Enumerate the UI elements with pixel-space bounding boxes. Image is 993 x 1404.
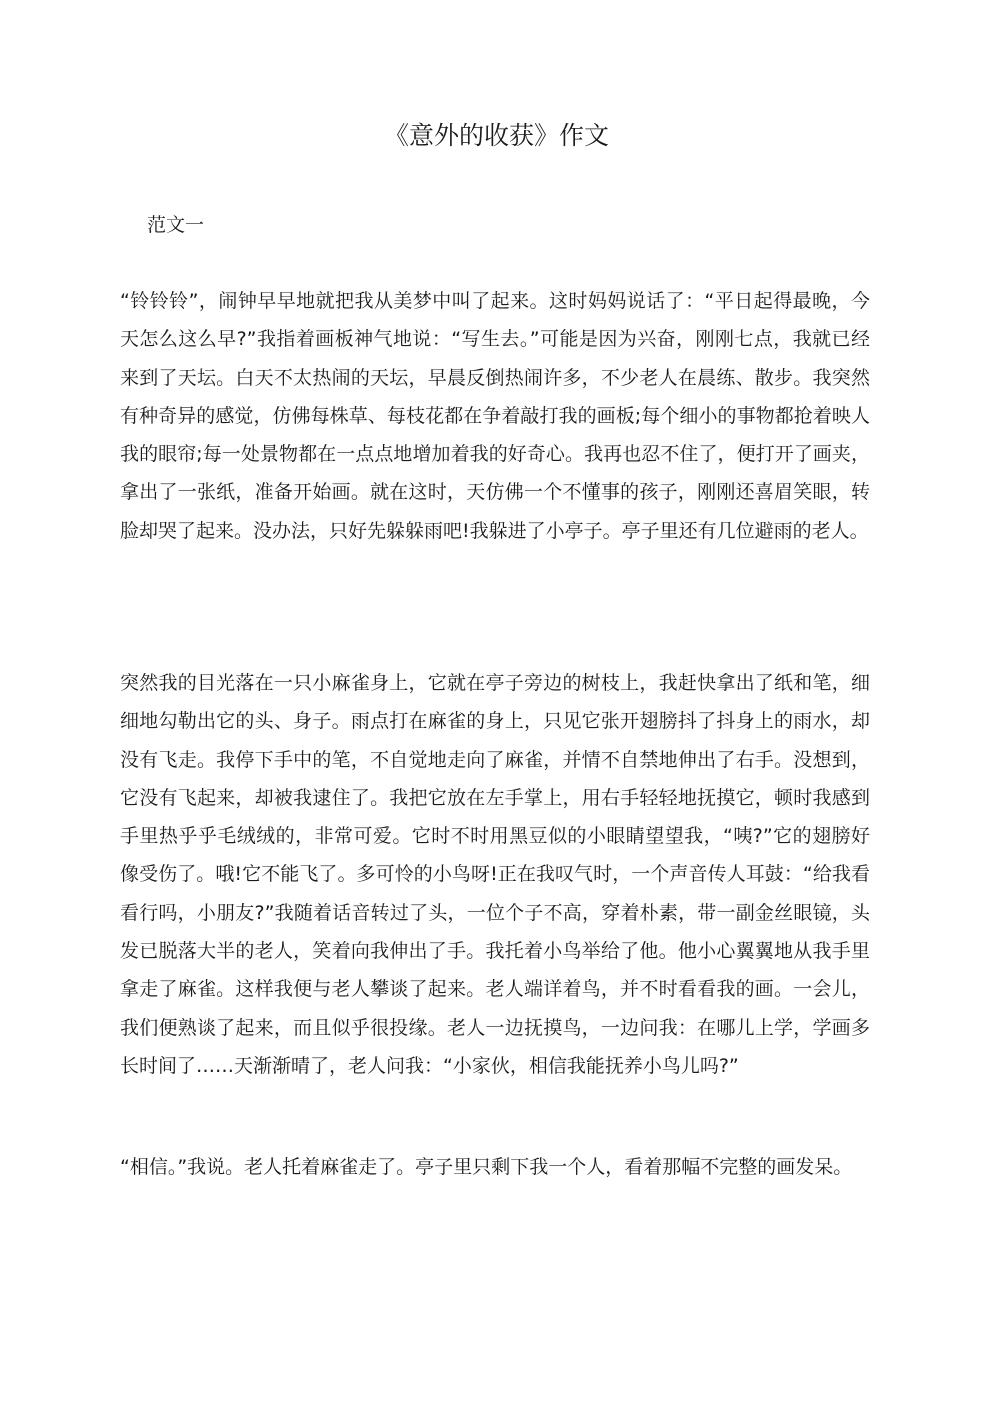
paragraph-1: “铃铃铃”，闹钟早早地就把我从美梦中叫了起来。这时妈妈说话了：“平日起得最晚，今天怎么这么早?”我指着画板神气地说：“写生去。”可能是因为兴奋，刚刚七点，我就已经来到了天坛。白天不太热闹的天坛，早晨反倒热闹许多，不少老人在晨练、散步。我突然有种奇异的感觉，仿佛每株草、每枝花都在争着敲打我的画板;每个细小的事物都抢着映人我的眼帘;每一处景物都在一点点地增加着我的好奇心。我再也忍不住了，便打开了画夹，拿出了一张纸，准备开始画。就在这时，天仿佛一个不懂事的孩子，刚刚还喜眉笑眼，转脸却哭了起来。没办法，只好先躲躲雨吧!我躲进了小亭子。亭子里还有几位避雨的老人。: [120, 290, 870, 542]
document-subtitle: 范文一: [147, 214, 205, 236]
paragraph-3: “相信。”我说。老人托着麻雀走了。亭子里只剩下我一个人，看着那幅不完整的画发呆。: [120, 1156, 853, 1178]
paragraph-2: 突然我的目光落在一只小麻雀身上，它就在亭子旁边的树枝上，我赶快拿出了纸和笔，细细地勾勒出它的头、身子。雨点打在麻雀的身上，只见它张开翅膀抖了抖身上的雨水，却没有飞走。我停下手中的笔，不自觉地走向了麻雀，并情不自禁地伸出了右手。没想到，它没有飞起来，却被我逮住了。我把它放在左手掌上，用右手轻轻地抚摸它，顿时我感到手里热乎乎毛绒绒的，非常可爱。它时不时用黑豆似的小眼睛望望我，“咦?”它的翅膀好像受伤了。哦!它不能飞了。多可怜的小鸟呀!正在我叹气时，一个声音传人耳鼓：“给我看看行吗，小朋友?”我随着话音转过了头，一位个子不高，穿着朴素，带一副金丝眼镜，头发已脱落大半的老人，笑着向我伸出了手。我托着小鸟举给了他。他小心翼翼地从我手里拿走了麻雀。这样我便与老人攀谈了起来。老人端详着鸟，并不时看看我的画。一会儿，我们便熟谈了起来，而且似乎很投缘。老人一边抚摸鸟，一边问我：在哪儿上学，学画多长时间了……天渐渐晴了，老人问我：“小家伙，相信我能抚养小鸟儿吗?”: [120, 672, 870, 1077]
document-title: 《意外的收获》作文: [383, 121, 609, 150]
